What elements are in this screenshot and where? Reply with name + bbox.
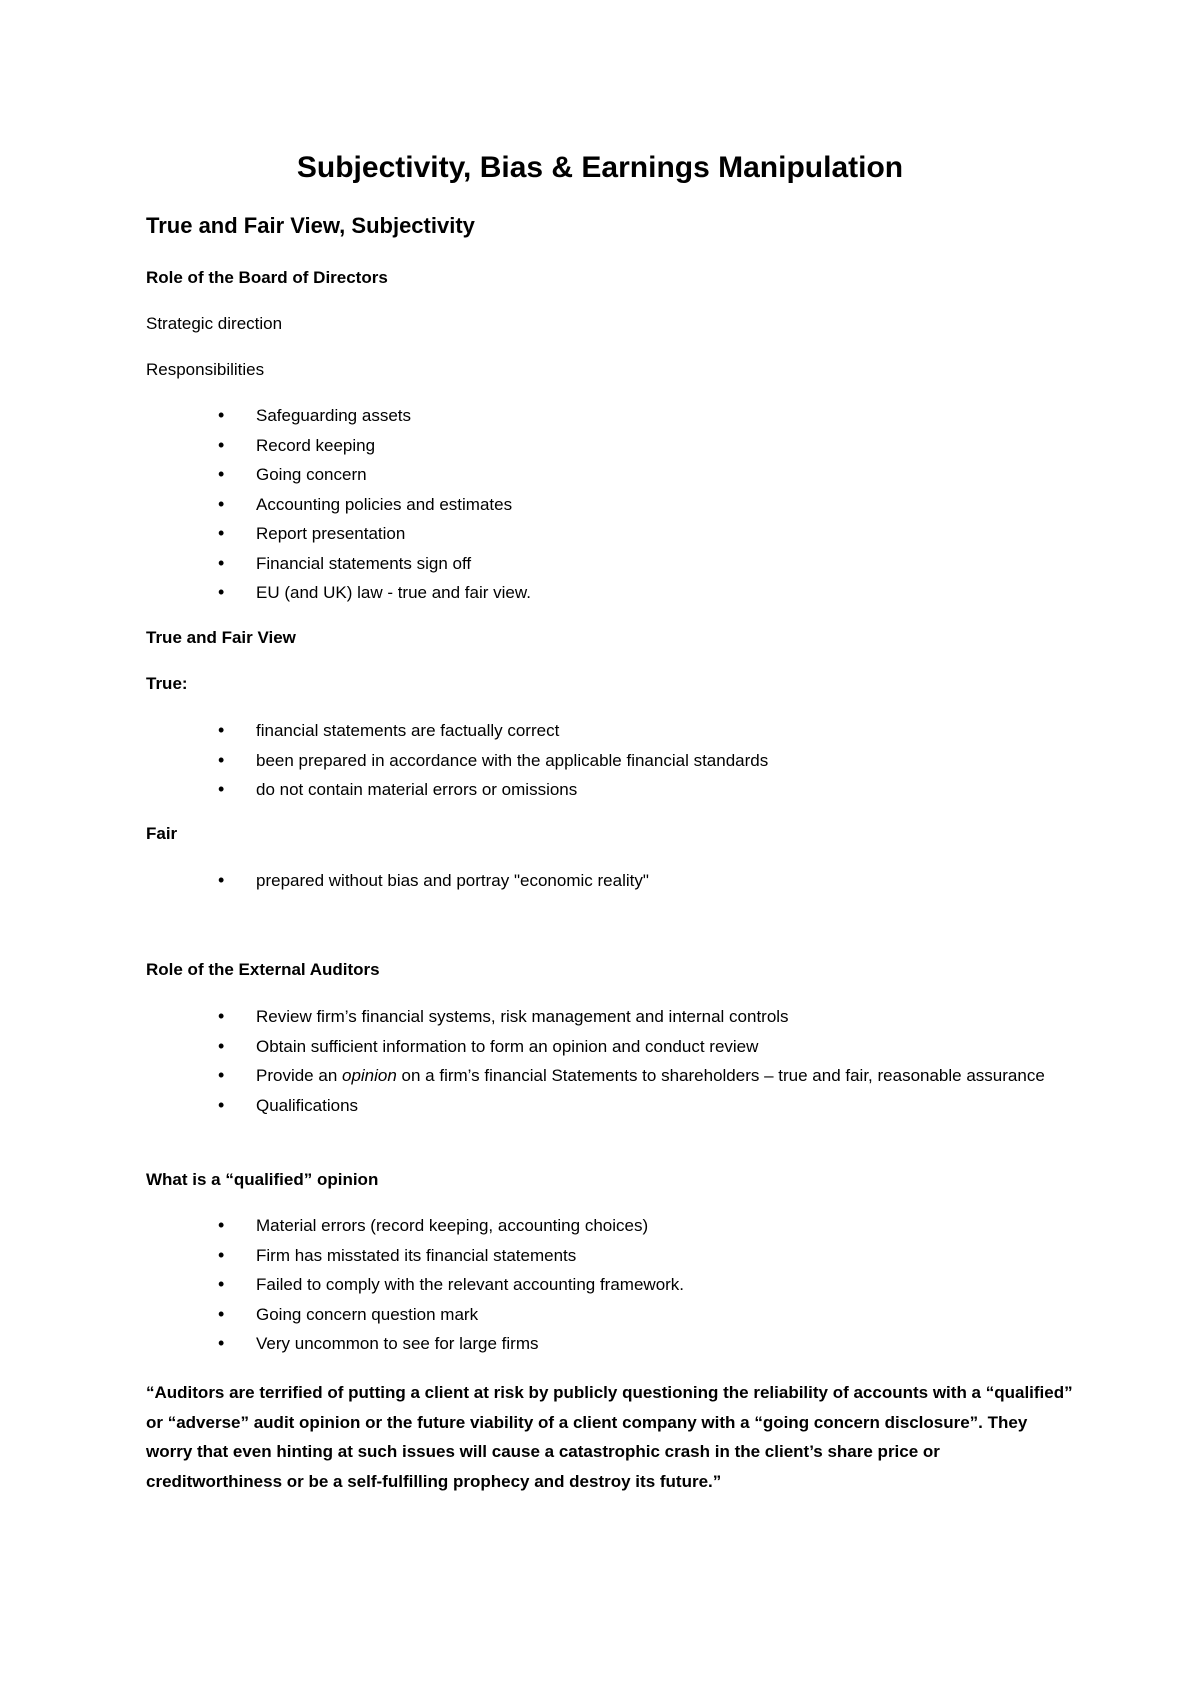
list-item: • Obtain sufficient information to form an opinion and conduct review bbox=[218, 1032, 1058, 1062]
provide-text-before: Provide an bbox=[256, 1066, 342, 1085]
list-item: • do not contain material errors or omissions bbox=[218, 775, 1058, 805]
auditors-list bbox=[218, 1002, 1058, 1120]
list-item: • Financial statements sign off bbox=[218, 549, 1058, 579]
list-item: • Safeguarding assets bbox=[218, 401, 1058, 431]
true-criteria-list bbox=[218, 716, 1058, 805]
heading-qualified-opinion: What is a “qualified” opinion bbox=[146, 1170, 379, 1189]
list-item: • Going concern question mark bbox=[218, 1300, 1058, 1330]
list-item: • prepared without bias and portray "economic reality" bbox=[218, 866, 1058, 896]
true-label: True: bbox=[146, 674, 188, 693]
heading-board-of-directors: Role of the Board of Directors bbox=[146, 268, 388, 287]
list-item: • Firm has misstated its financial statements bbox=[218, 1241, 1058, 1271]
fair-criteria-list bbox=[218, 866, 1058, 896]
page-title: Subjectivity, Bias & Earnings Manipulation bbox=[296, 151, 904, 184]
list-item: • Failed to comply with the relevant accounting framework. bbox=[218, 1270, 1058, 1300]
responsibilities-label: Responsibilities bbox=[146, 360, 265, 379]
list-item: • Very uncommon to see for large firms bbox=[218, 1329, 1058, 1359]
heading-true-and-fair-view: True and Fair View bbox=[146, 628, 296, 647]
responsibilities-list bbox=[218, 401, 1058, 608]
provide-text-after: on a firm’s financial Statements to shareholders – true and fair, reasonable assurance bbox=[396, 1066, 1045, 1085]
list-item-provide-opinion bbox=[218, 1061, 1058, 1091]
list-item: • Record keeping bbox=[218, 431, 1058, 461]
opinion-emphasis: opinion bbox=[342, 1066, 397, 1085]
strategic-direction-text: Strategic direction bbox=[146, 314, 283, 333]
list-item: • financial statements are factually correct bbox=[218, 716, 1058, 746]
qualified-list bbox=[218, 1211, 1058, 1359]
auditor-quote: “Auditors are terrified of putting a client at risk by publicly questioning the reliability of accounts with a “qualified” or “adverse” audit opinion or the future viability of a client company with a “going concern disclosure”. They worry that even hinting at such issues will cause a catastrophic crash in the client’s share price or creditworthiness or be a self-fulfilling prophecy and destroy its future.” bbox=[146, 1383, 1073, 1491]
section-heading-true-fair-subjectivity: True and Fair View, Subjectivity bbox=[146, 213, 475, 238]
list-item: • Review firm’s financial systems, risk management and internal controls bbox=[218, 1002, 1058, 1032]
fair-label: Fair bbox=[146, 824, 178, 843]
list-item: • been prepared in accordance with the applicable financial standards bbox=[218, 746, 1058, 776]
list-item: • Material errors (record keeping, accounting choices) bbox=[218, 1211, 1058, 1241]
list-item: • Qualifications bbox=[218, 1091, 1058, 1121]
list-item: • Accounting policies and estimates bbox=[218, 490, 1058, 520]
heading-external-auditors: Role of the External Auditors bbox=[146, 960, 380, 979]
list-item: • EU (and UK) law - true and fair view. bbox=[218, 578, 1058, 608]
list-item: • Report presentation bbox=[218, 519, 1058, 549]
list-item: • Going concern bbox=[218, 460, 1058, 490]
